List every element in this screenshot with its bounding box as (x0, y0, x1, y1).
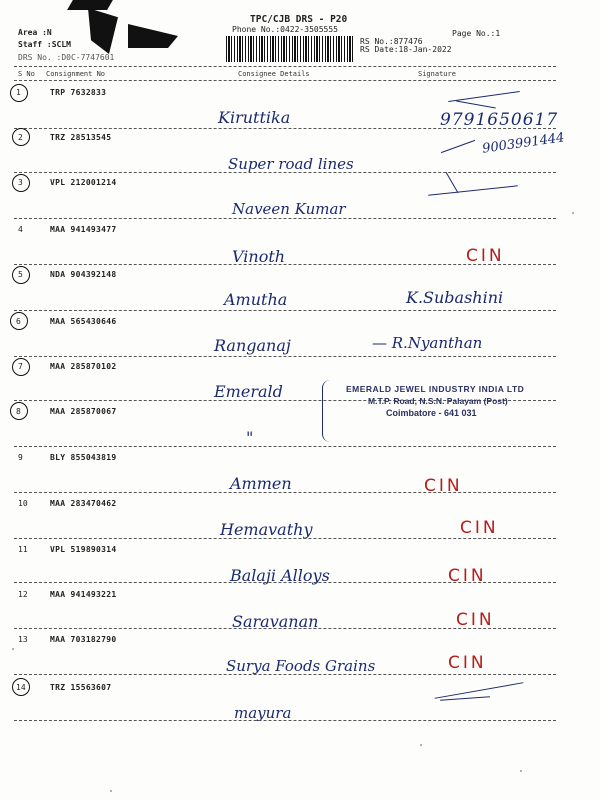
row-number: 1 (16, 88, 21, 97)
consignee-name: Saravanan (232, 612, 319, 631)
ditto-mark: " (246, 428, 254, 447)
torn-corner-mark (67, 0, 113, 10)
row-divider (14, 720, 556, 721)
consignee-name: Vinoth (232, 247, 286, 266)
receiver-name: — R.Nyanthan (372, 334, 483, 352)
scan-speck (572, 212, 574, 214)
torn-corner-mark (128, 18, 178, 48)
scan-speck (12, 648, 14, 650)
row-number: 11 (18, 545, 28, 554)
sheet-title: TPC/CJB DRS - P20 (250, 14, 348, 25)
row-number: 13 (18, 635, 28, 644)
row-number: 3 (18, 178, 23, 187)
signature-scribble (440, 696, 490, 700)
consignee-name: Super road lines (228, 155, 354, 173)
row-number: 2 (18, 133, 23, 142)
header-rule (14, 66, 556, 67)
row-divider (14, 264, 556, 265)
row-divider (14, 492, 556, 493)
consignee-name: Kiruttika (218, 108, 291, 127)
consignment-number: TRZ 15563607 (50, 683, 112, 692)
consignment-number: MAA 703182790 (50, 635, 117, 644)
row-number: 10 (18, 499, 28, 508)
signature-scribble (428, 185, 518, 195)
row-divider (14, 172, 556, 173)
rs-date: RS Date:18-Jan-2022 (360, 45, 452, 54)
cin-note: CIN (424, 476, 463, 496)
scan-speck (520, 770, 522, 772)
consignment-number: MAA 285870067 (50, 407, 117, 416)
consignee-name: Ranganaj (214, 336, 291, 355)
row-number: 9 (18, 453, 23, 462)
consignment-number: BLY 855043819 (50, 453, 117, 462)
drs-number: DRS No. :D0C-7747601 (18, 53, 115, 62)
signature-scribble (456, 101, 496, 109)
consignee-name: Amutha (224, 290, 288, 309)
consignee-name: Ammen (230, 474, 292, 493)
row-divider (14, 446, 556, 447)
row-number: 8 (16, 407, 21, 416)
col-header-consignment: Consignment No (46, 70, 106, 78)
column-header-rule (14, 80, 556, 81)
receiver-name: K.Subashini (406, 288, 504, 307)
phone-note: 9791650617 (440, 110, 559, 130)
consignment-number: TRP 7632833 (50, 88, 107, 97)
area-label: Area :N (18, 28, 52, 37)
consignee-name: Surya Foods Grains (226, 657, 376, 675)
torn-corner-mark (88, 8, 118, 54)
col-header-signature: Signature (418, 70, 456, 78)
consignment-number: MAA 283470462 (50, 499, 117, 508)
col-header-sno: S No (18, 70, 35, 78)
consignee-name: Naveen Kumar (232, 200, 346, 218)
rs-number: RS No.:877476 (360, 37, 423, 46)
row-divider (14, 310, 556, 311)
signature-scribble (441, 140, 475, 153)
row-divider (14, 128, 556, 129)
row-divider (14, 582, 556, 583)
consignee-name: mayura (234, 704, 292, 722)
cin-note: CIN (456, 610, 495, 630)
company-stamp (340, 380, 562, 432)
row-divider (14, 218, 556, 219)
stamp-city: Coimbatore - 641 031 (386, 408, 477, 418)
row-number: 4 (18, 225, 23, 234)
signature-scribble (446, 172, 459, 193)
cin-note: CIN (466, 246, 505, 266)
row-divider (14, 538, 556, 539)
cin-note: CIN (448, 653, 487, 673)
scan-speck (110, 790, 112, 792)
col-header-consignee: Consignee Details (238, 70, 310, 78)
row-number: 12 (18, 590, 28, 599)
row-divider (14, 628, 556, 629)
row-number: 14 (16, 683, 26, 692)
consignment-number: VPL 519890314 (50, 545, 117, 554)
row-divider (14, 356, 556, 357)
consignment-number: MAA 941493221 (50, 590, 117, 599)
staff-label: Staff :SCLM (18, 40, 71, 49)
stamp-address: M.T.P. Road, N.S.N. Palayam (Post) (368, 396, 508, 406)
consignee-name: Balaji Alloys (230, 566, 330, 585)
consignment-number: TRZ 28513545 (50, 133, 112, 142)
row-number: 6 (16, 317, 21, 326)
phone-note: 9003991444 (481, 130, 566, 157)
barcode (226, 36, 354, 62)
grouping-brace (322, 380, 335, 442)
row-divider (14, 674, 556, 675)
cin-note: CIN (448, 566, 487, 586)
consignment-number: VPL 212001214 (50, 178, 117, 187)
consignee-name: Emerald (214, 382, 283, 401)
page-number: Page No.:1 (452, 29, 501, 38)
cin-note: CIN (460, 518, 499, 538)
consignment-number: NDA 904392148 (50, 270, 117, 279)
scan-speck (420, 744, 422, 746)
row-number: 5 (18, 270, 23, 279)
consignment-number: MAA 941493477 (50, 225, 117, 234)
consignment-number: MAA 285870102 (50, 362, 117, 371)
consignee-name: Hemavathy (220, 520, 313, 539)
stamp-company-name: EMERALD JEWEL INDUSTRY INDIA LTD (346, 384, 525, 394)
phone-number: Phone No.:0422-3505555 (232, 25, 338, 34)
consignment-number: MAA 565430646 (50, 317, 117, 326)
row-number: 7 (18, 362, 23, 371)
